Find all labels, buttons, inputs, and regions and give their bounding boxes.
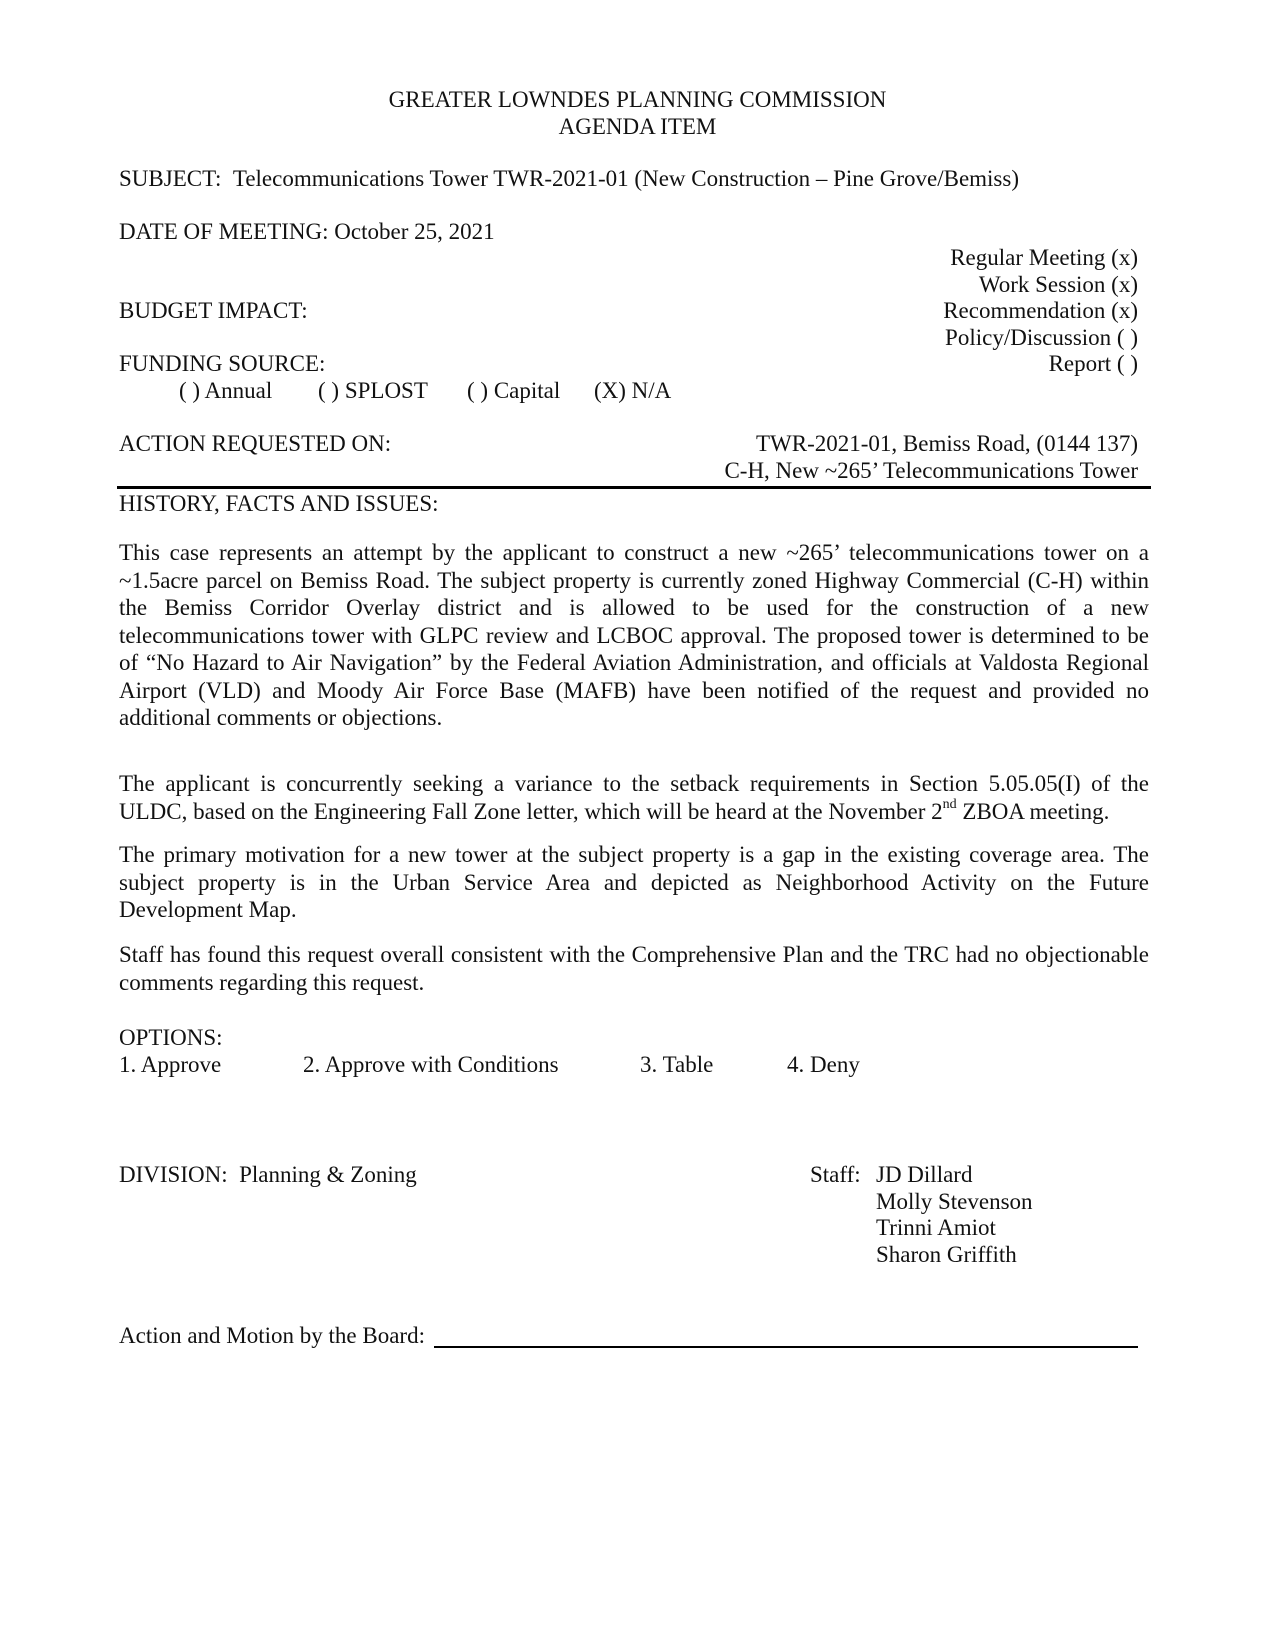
meeting-type-recommendation: Recommendation (x): [943, 298, 1138, 323]
division-line: [119, 1161, 417, 1188]
subject-line: [119, 165, 1019, 192]
meeting-type-work-session: Work Session (x): [978, 272, 1138, 297]
staff-name-1: JD Dillard: [876, 1162, 973, 1187]
action-requested-label: ACTION REQUESTED ON:: [119, 431, 392, 456]
staff-label: Staff:: [810, 1162, 861, 1187]
funding-source-label: FUNDING SOURCE:: [119, 351, 326, 376]
option-deny: 4. Deny: [787, 1052, 860, 1077]
org-title: GREATER LOWNDES PLANNING COMMISSION: [388, 87, 887, 112]
subject-value: Telecommunications Tower TWR-2021-01 (New Construction – Pine Grove/Bemiss): [232, 166, 1019, 191]
option-approve: 1. Approve: [119, 1052, 222, 1077]
staff-name-2: Molly Stevenson: [876, 1189, 1033, 1214]
history-label: HISTORY, FACTS AND ISSUES:: [119, 491, 439, 516]
history-paragraph-2: [119, 770, 1149, 825]
option-table: 3. Table: [640, 1052, 714, 1077]
section-divider: [117, 486, 1151, 489]
board-action-label: Action and Motion by the Board:: [119, 1323, 425, 1348]
history-paragraph-1: This case represents an attempt by the applicant to construct a new ~265’ telecommunications tower on a ~1.5acre parcel on Bemiss Road. The subject property is currently zoned Highway Commercial (C-H) within the Bemiss Corridor Overlay district and is allowed to be used for the construction of a new telecommunications tower with GLPC review and LCBOC approval. The proposed tower is determined to be of “No Hazard to Air Navigation” by the Federal Aviation Administration, and officials at Valdosta Regional Airport (VLD) and Moody Air Force Base (MAFB) have been notified of the request and provided no additional comments or objections.: [119, 540, 1149, 730]
history-paragraph-4: Staff has found this request overall consistent with the Comprehensive Plan and the TRC had no objectionable comments regarding this request.: [119, 942, 1149, 995]
meeting-date-line: [119, 218, 495, 245]
history-paragraph-2-superscript: nd: [942, 796, 957, 812]
funding-option-capital: ( ) Capital: [467, 378, 561, 403]
meeting-type-report: Report ( ): [1048, 351, 1138, 376]
action-requested-line2: C-H, New ~265’ Telecommunications Tower: [724, 458, 1138, 483]
action-requested-line1: TWR-2021-01, Bemiss Road, (0144 137): [755, 431, 1138, 456]
staff-name-4: Sharon Griffith: [876, 1242, 1017, 1267]
doc-type-title: AGENDA ITEM: [558, 114, 717, 139]
options-label: OPTIONS:: [119, 1025, 223, 1050]
history-paragraph-2-end: ZBOA meeting.: [956, 798, 1110, 824]
funding-option-na: (X) N/A: [594, 378, 672, 403]
meeting-date-value: October 25, 2021: [334, 219, 495, 244]
division-label: DIVISION:: [119, 1162, 228, 1187]
meeting-date-label: DATE OF MEETING:: [119, 219, 329, 244]
history-paragraph-2-text: The applicant is concurrently seeking a variance to the setback requirements in Section 5.05.05(I) of the ULDC, based on the Engineering Fall Zone letter, which will be heard at the November 2: [119, 771, 1149, 824]
staff-name-3: Trinni Amiot: [876, 1215, 996, 1240]
budget-impact-label: BUDGET IMPACT:: [119, 298, 308, 323]
funding-option-splost: ( ) SPLOST: [318, 378, 428, 403]
option-approve-with-conditions: 2. Approve with Conditions: [303, 1052, 559, 1077]
division-value: Planning & Zoning: [239, 1162, 417, 1187]
board-action-signature-line: [434, 1346, 1138, 1348]
history-paragraph-3: The primary motivation for a new tower at the subject property is a gap in the existing coverage area. The subject property is in the Urban Service Area and depicted as Neighborhood Activity on the Future Development Map.: [119, 842, 1149, 922]
meeting-type-policy-discussion: Policy/Discussion ( ): [945, 325, 1138, 350]
meeting-type-regular: Regular Meeting (x): [950, 245, 1138, 270]
funding-option-annual: ( ) Annual: [179, 378, 273, 403]
subject-label: SUBJECT:: [119, 166, 222, 191]
